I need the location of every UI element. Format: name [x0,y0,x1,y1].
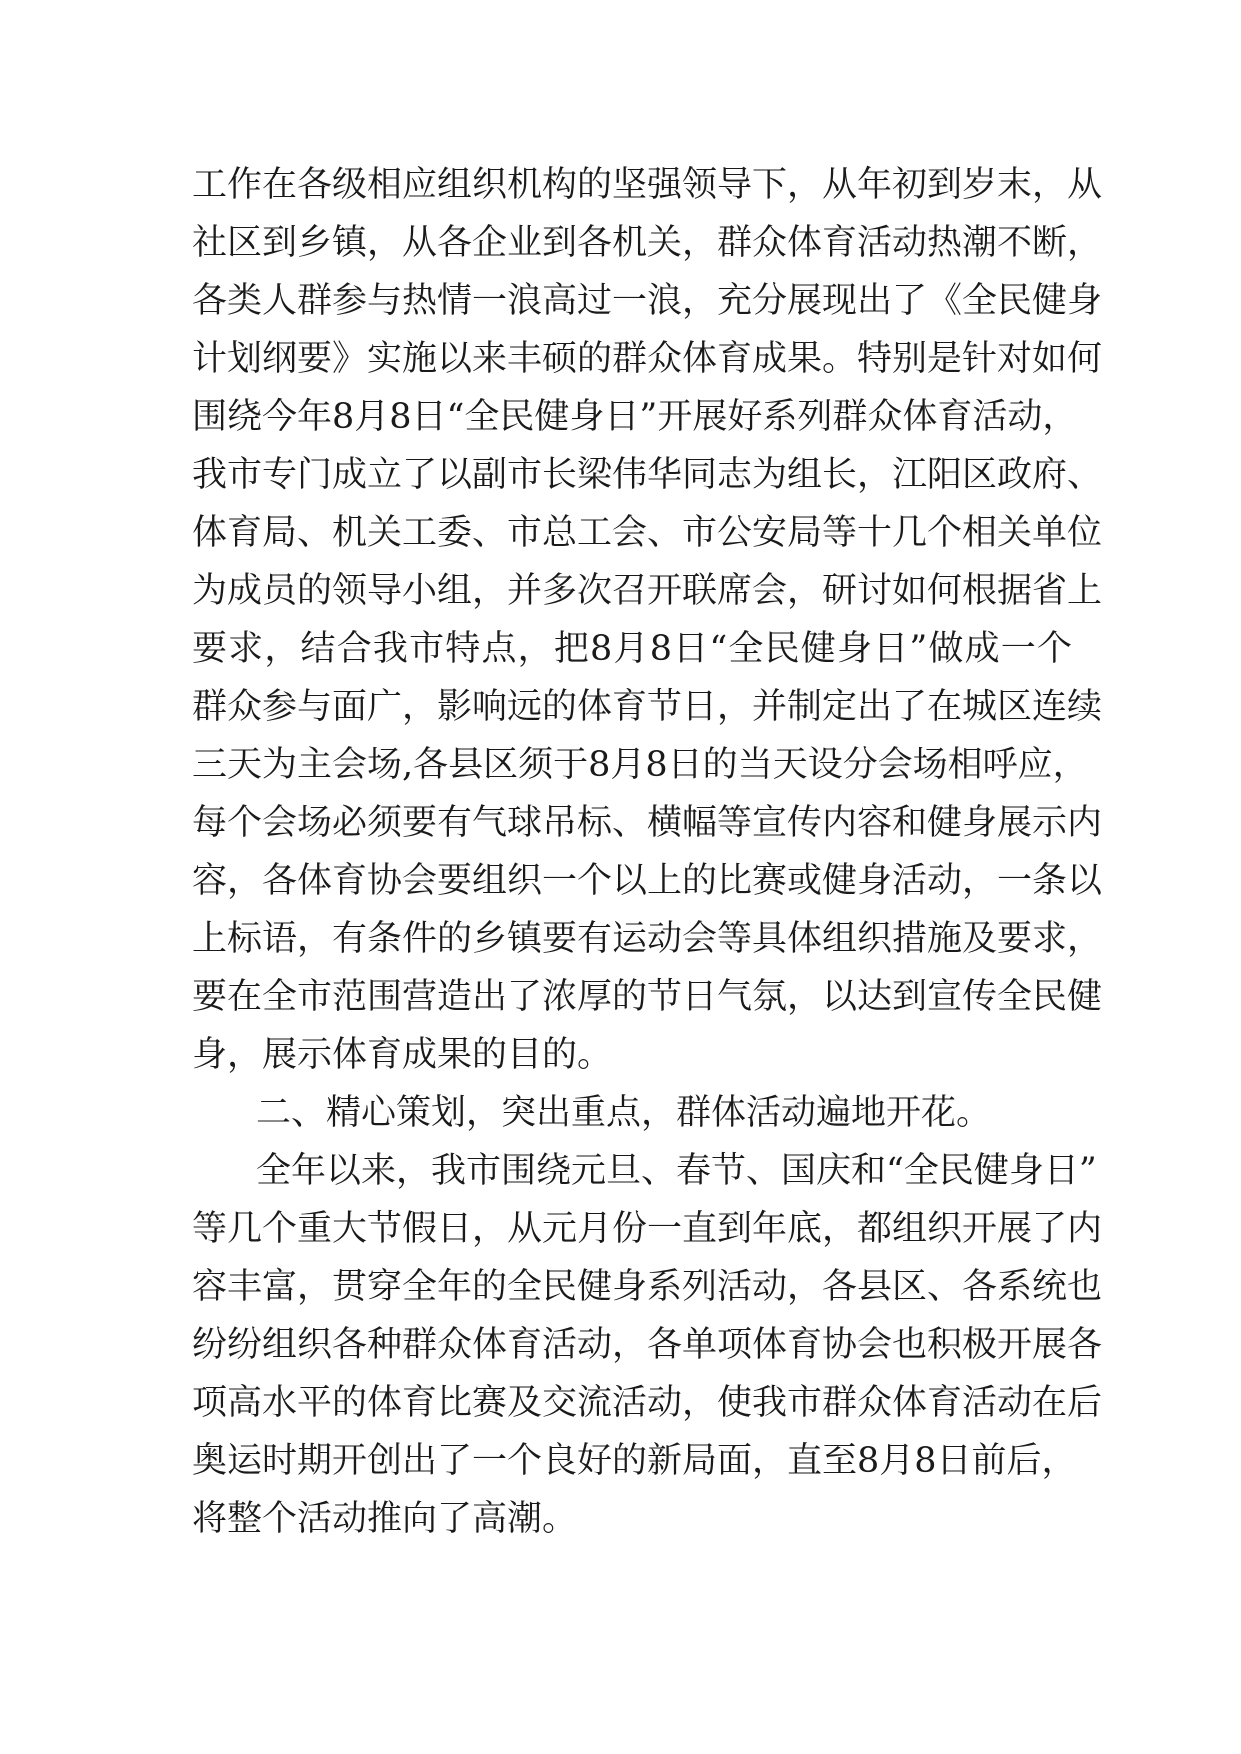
text-line: 体育局、机关工委、市总工会、市公安局等十几个相关单位 [192,513,1103,553]
text-line: 计划纲要》实施以来丰硕的群众体育成果。特别是针对如何 [192,339,1103,379]
text-line: 社区到乡镇，从各企业到各机关，群众体育活动热潮不断， [192,223,1103,263]
section-heading: 二、精心策划，突出重点，群体活动遍地开花。 [256,1093,992,1133]
text-line: 项高水平的体育比赛及交流活动，使我市群众体育活动在后 [192,1383,1103,1423]
text-line: 为成员的领导小组，并多次召开联席会，研讨如何根据省上 [192,571,1103,611]
text-line: 奥运时期开创出了一个良好的新局面，直至8月8日前后， [192,1441,1077,1481]
text-line: 工作在各级相应组织机构的坚强领导下，从年初到岁末，从 [192,165,1103,205]
text-line: 等几个重大节假日，从元月份一直到年底，都组织开展了内 [192,1209,1103,1249]
text-line: 各类人群参与热情一浪高过一浪，充分展现出了《全民健身 [192,281,1103,321]
text-line: 围绕今年8月8日“全民健身日”开展好系列群众体育活动， [192,397,1078,437]
text-line: 纷纷组织各种群众体育活动，各单项体育协会也积极开展各 [192,1325,1103,1365]
text-line: 三天为主会场,各县区须于8月8日的当天设分会场相呼应， [192,745,1088,785]
text-line: 每个会场必须要有气球吊标、横幅等宣传内容和健身展示内 [192,803,1103,843]
text-line: 我市专门成立了以副市长梁伟华同志为组长，江阳区政府、 [192,455,1103,495]
paragraph-end-line: 将整个活动推向了高潮。 [192,1499,578,1539]
text-line: 要求，结合我市特点，把8月8日“全民健身日”做成一个 [192,629,1072,669]
text-line: 容，各体育协会要组织一个以上的比赛或健身活动，一条以 [192,861,1103,901]
text-line: 容丰富，贯穿全年的全民健身系列活动，各县区、各系统也 [192,1267,1103,1307]
text-line: 要在全市范围营造出了浓厚的节日气氛，以达到宣传全民健 [192,977,1103,1017]
text-line: 上标语，有条件的乡镇要有运动会等具体组织措施及要求， [192,919,1103,959]
paragraph-end-line: 身，展示体育成果的目的。 [192,1035,613,1075]
paragraph-first-line: 全年以来，我市围绕元旦、春节、国庆和“全民健身日” [256,1151,1097,1191]
text-line: 群众参与面广，影响远的体育节日，并制定出了在城区连续 [192,687,1103,727]
